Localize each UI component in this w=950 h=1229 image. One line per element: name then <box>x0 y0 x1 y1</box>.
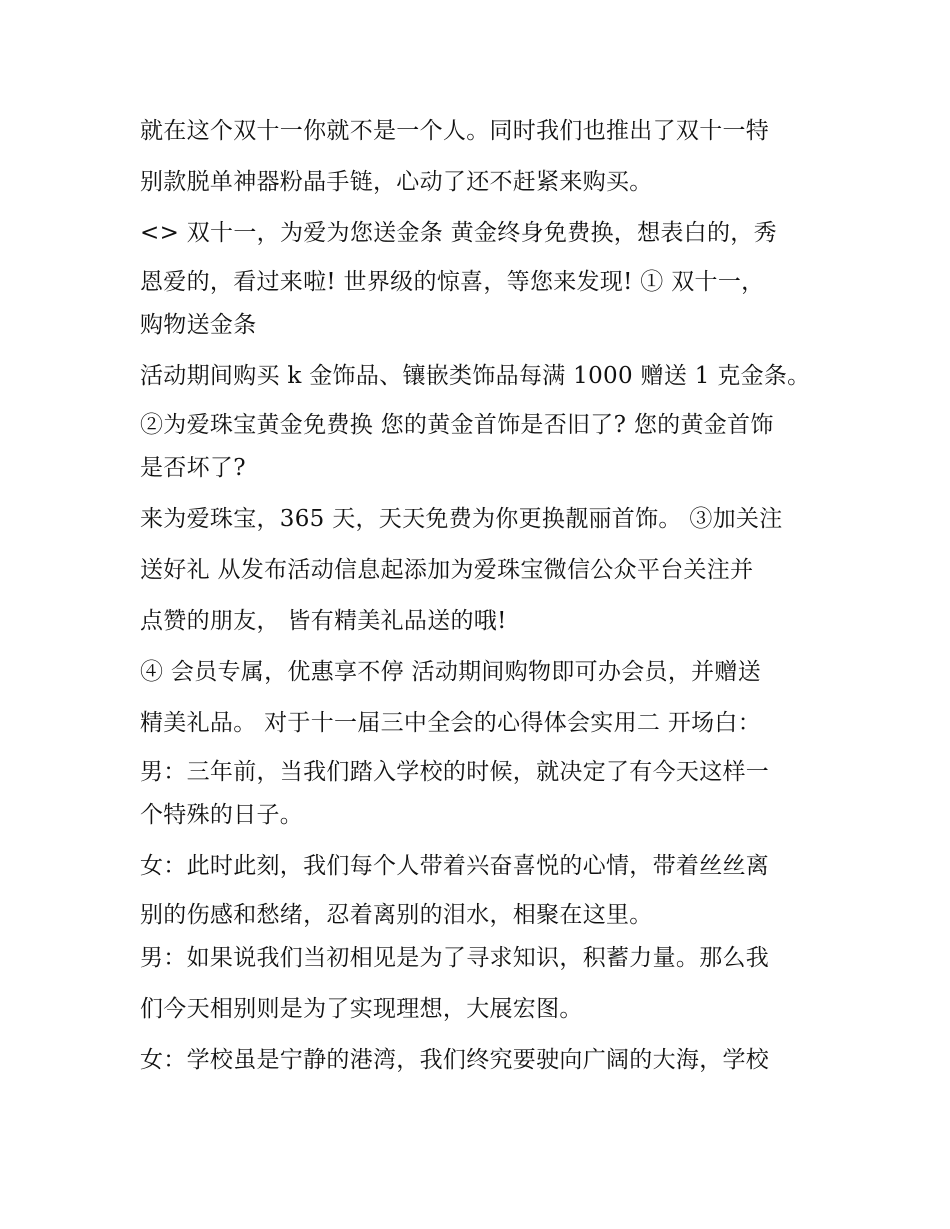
text-line-9: 来为爱珠宝，365 天，天天免费为你更换靓丽首饰。 ③加关注 <box>140 506 783 532</box>
text-line-12: ④ 会员专属，优惠享不停 活动期间购物即可办会员，并赠送 <box>140 659 762 685</box>
text-line-20: 女：学校虽是宁静的港湾，我们终究要驶向广阔的大海，学校 <box>140 1047 770 1073</box>
text-line-5: 购物送金条 <box>140 312 257 338</box>
text-line-13: 精美礼品。 对于十一届三中全会的心得体会实用二 开场白： <box>140 710 762 736</box>
text-line-2: 别款脱单神器粉晶手链，心动了还不赶紧来购买。 <box>140 169 653 195</box>
text-line-10: 送好礼 从发布活动信息起添加为爱珠宝微信公众平台关注并 <box>140 557 754 583</box>
text-line-3: <> 双十一，为爱为您送金条 黄金终身免费换，想表白的，秀 <box>140 220 777 246</box>
text-line-17: 别的伤感和愁绪，忍着离别的泪水，相聚在这里。 <box>140 902 653 928</box>
text-line-8: 是否坏了? <box>140 455 246 481</box>
text-line-19: 们今天相别则是为了实现理想，大展宏图。 <box>140 996 583 1022</box>
document-body <box>140 109 820 1089</box>
text-line-14: 男：三年前，当我们踏入学校的时候，就决定了有今天这样一 <box>140 759 770 785</box>
text-line-4: 恩爱的，看过来啦! 世界级的惊喜，等您来发现! ① 双十一， <box>140 269 765 295</box>
text-line-15: 个特殊的日子。 <box>140 802 304 828</box>
text-line-1: 就在这个双十一你就不是一个人。同时我们也推出了双十一特 <box>140 118 770 144</box>
text-line-11: 点赞的朋友， 皆有精美礼品送的哦! <box>140 608 507 634</box>
text-line-6: 活动期间购买 k 金饰品、镶嵌类饰品每满 1000 赠送 1 克金条。 <box>140 363 811 389</box>
text-line-16: 女：此时此刻，我们每个人带着兴奋喜悦的心情，带着丝丝离 <box>140 853 770 879</box>
text-line-7: ②为爱珠宝黄金免费换 您的黄金首饰是否旧了? 您的黄金首饰 <box>140 412 774 438</box>
text-line-18: 男：如果说我们当初相见是为了寻求知识，积蓄力量。那么我 <box>140 945 770 971</box>
